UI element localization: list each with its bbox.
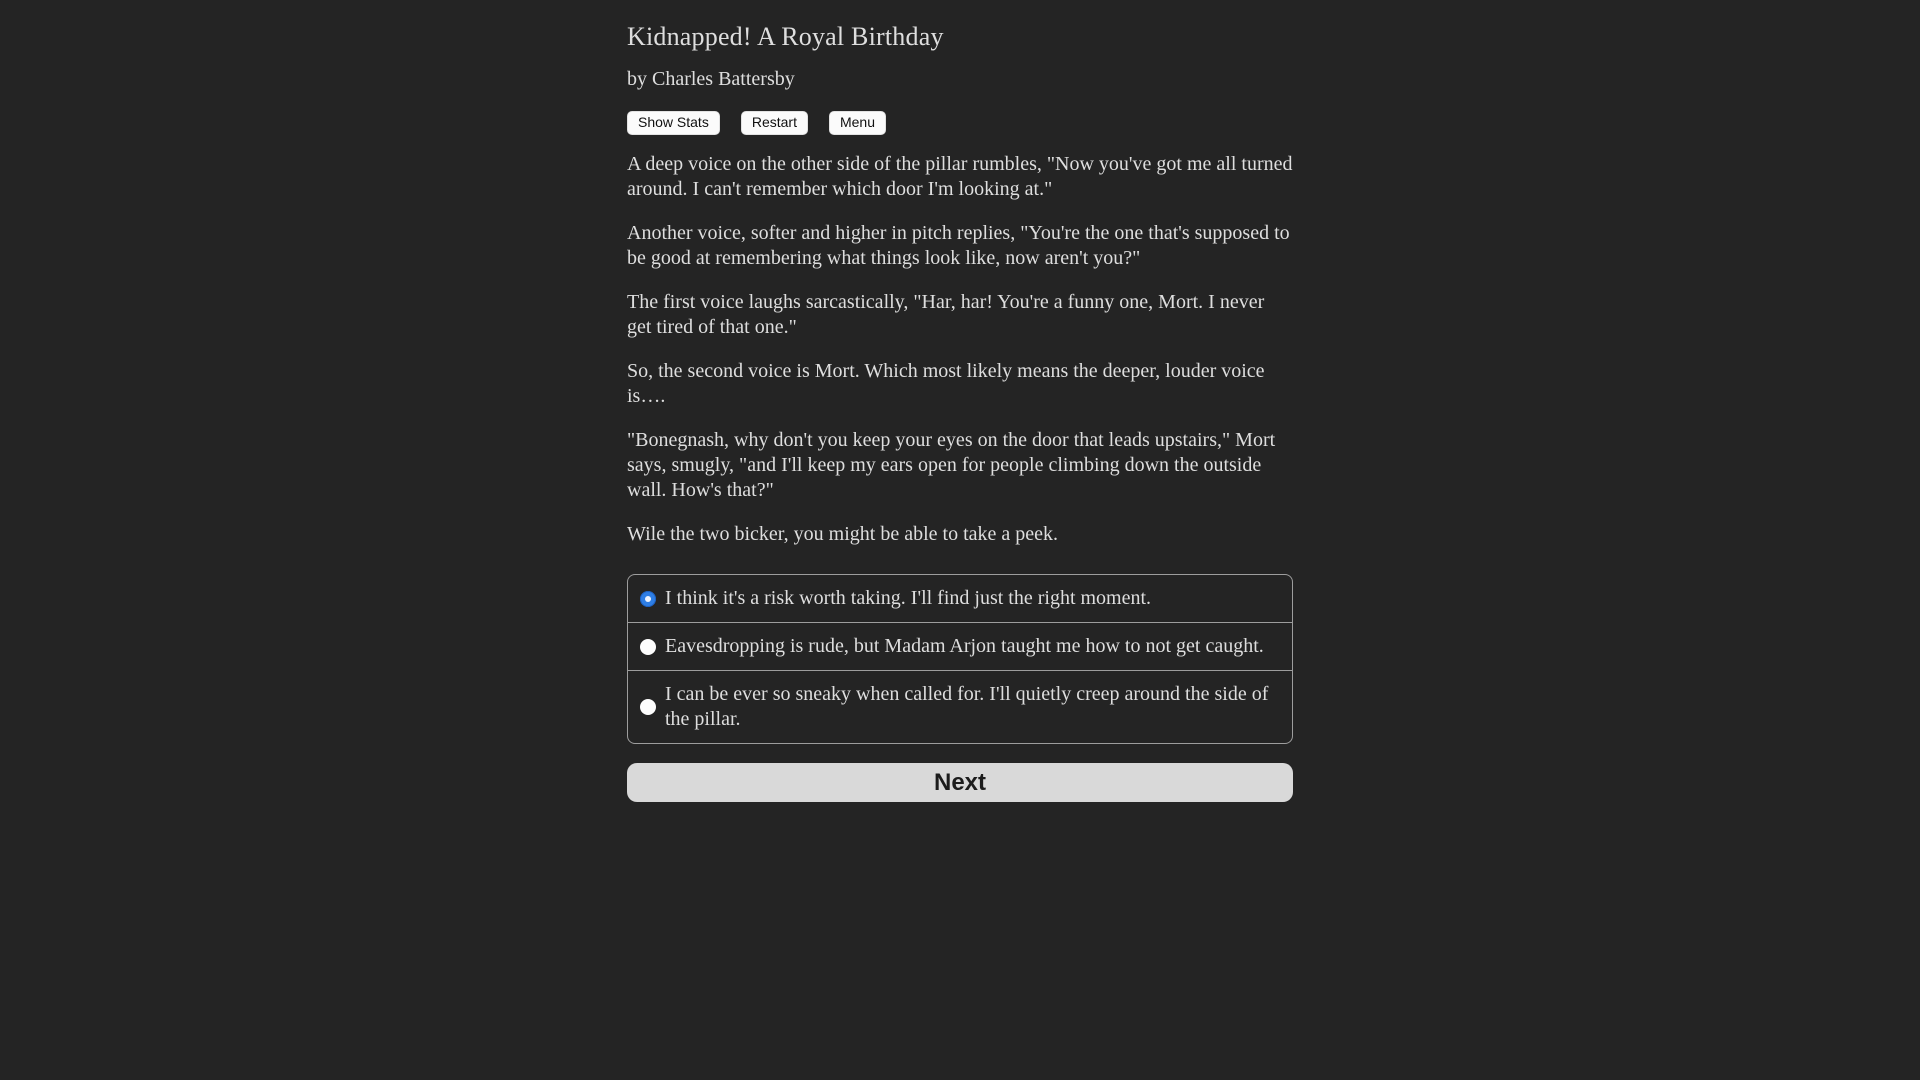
toolbar: [627, 111, 1293, 135]
choice-option-label: I think it's a risk worth taking. I'll find just the right moment.: [665, 587, 1152, 610]
story-paragraph: Wile the two bicker, you might be able to take a peek.: [627, 523, 1059, 546]
story-paragraph: The first voice laughs sarcastically, "Har, har! You're a funny one, Mort. I never get tired of that one.": [627, 291, 1265, 339]
story-paragraph: Another voice, softer and higher in pitch replies, "You're the one that's supposed to be good at remembering what things look like, now aren't you?": [627, 222, 1290, 270]
menu-button[interactable]: Menu: [829, 111, 886, 135]
content-column: [627, 0, 1293, 802]
story-paragraph: A deep voice on the other side of the pillar rumbles, "Now you've got me all turned around. I can't remember which door I'm looking at.": [627, 153, 1293, 201]
choice-option-3[interactable]: [628, 671, 1292, 743]
choice-option-1[interactable]: [628, 575, 1292, 623]
story-paragraph: So, the second voice is Mort. Which most likely means the deeper, louder voice is….: [627, 360, 1265, 408]
next-button[interactable]: Next: [627, 763, 1293, 802]
radio-button-icon[interactable]: [640, 639, 656, 655]
show-stats-button[interactable]: Show Stats: [627, 111, 720, 135]
choice-list: [627, 574, 1293, 744]
story-paragraph: "Bonegnash, why don't you keep your eyes on the door that leads upstairs," Mort says, smugly, "and I'll keep my ears open for people climbing down the outside wall. How's that?": [627, 429, 1276, 502]
choice-option-label: I can be ever so sneaky when called for. I'll quietly creep around the side of the pillar.: [665, 683, 1269, 731]
restart-button[interactable]: Restart: [741, 111, 808, 135]
author-byline: by Charles Battersby: [627, 68, 795, 90]
choice-option-2[interactable]: [628, 623, 1292, 671]
choice-option-label: Eavesdropping is rude, but Madam Arjon taught me how to not get caught.: [665, 635, 1264, 658]
radio-button-icon[interactable]: [640, 591, 656, 607]
radio-button-icon[interactable]: [640, 699, 656, 715]
page-title: Kidnapped! A Royal Birthday: [627, 22, 944, 51]
